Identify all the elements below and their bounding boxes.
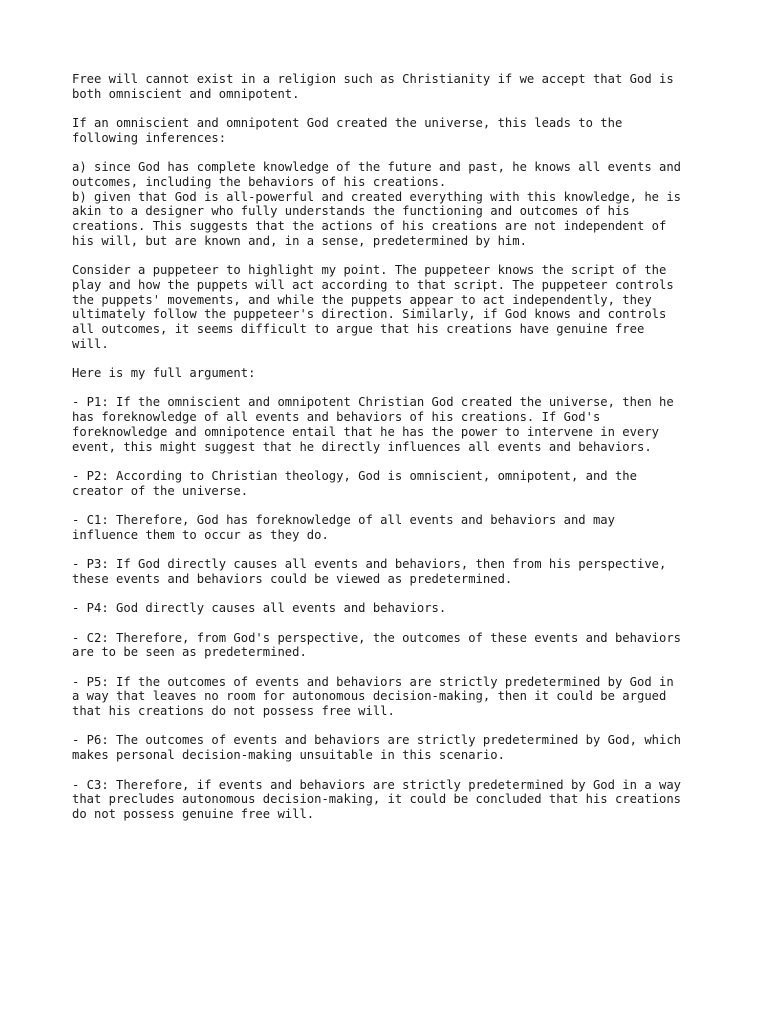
intro-thesis-paragraph: Free will cannot exist in a religion such as Christianity if we accept that God is both omniscient and omnipotent.	[72, 72, 674, 101]
document-page	[72, 72, 712, 836]
premise-p5-paragraph: - P5: If the outcomes of events and behaviors are strictly predetermined by God in a way that leaves no room for autonomous decision-making, then it could be argued that his creations do not possess free will.	[72, 674, 674, 719]
argument-heading-paragraph: Here is my full argument:	[72, 366, 256, 380]
premise-p2-paragraph: - P2: According to Christian theology, God is omniscient, omnipotent, and the creator of the universe.	[72, 468, 637, 498]
inferences-intro-paragraph: If an omniscient and omnipotent God created the universe, this leads to the following inferences:	[72, 116, 623, 145]
conclusion-c2-paragraph: - C2: Therefore, from God's perspective, the outcomes of these events and behaviors are to be seen as predetermined.	[72, 630, 682, 660]
conclusion-c1-paragraph: - C1: Therefore, God has foreknowledge of all events and behaviors and may influence them to occur as they do.	[72, 512, 615, 542]
puppeteer-analogy-paragraph: Consider a puppeteer to highlight my point. The puppeteer knows the script of the play and how the puppets will act according to that script. The puppeteer controls the puppets' movements, and while the puppets appear to act independently, they ultimately follow the puppeteer's direction. Similarly, if God knows and controls all outcomes, it seems difficult to argue that his creations have genuine free will.	[72, 263, 674, 351]
premise-p3-paragraph: - P3: If God directly causes all events and behaviors, then from his perspective, these events and behaviors could be viewed as predetermined.	[72, 557, 667, 586]
conclusion-c3-paragraph: - C3: Therefore, if events and behaviors are strictly predetermined by God in a way that precludes autonomous decision-making, it could be concluded that his creations do not possess genuine free will.	[72, 777, 682, 821]
premise-p6-paragraph: - P6: The outcomes of events and behaviors are strictly predetermined by God, which makes personal decision-making unsuitable in this scenario.	[72, 733, 682, 763]
premise-p4-paragraph: - P4: God directly causes all events and behaviors.	[72, 601, 447, 616]
premise-p1-paragraph: - P1: If the omniscient and omnipotent Christian God created the universe, then he has foreknowledge of all events and behaviors of his creations. If God's foreknowledge and omnipotence entail that he has the power to intervene in every event, this might suggest that he directly influences all events and behaviors.	[72, 395, 674, 454]
inferences-list-paragraph: a) since God has complete knowledge of the future and past, he knows all events and outcomes, including the behaviors of his creations. b) given that God is all-powerful and created everything with this knowledge, he is akin to a designer who fully understands the functioning and outcomes of his creations. This suggests that the actions of his creations are not independent of his will, but are known and, in a sense, predetermined by him.	[72, 160, 682, 248]
